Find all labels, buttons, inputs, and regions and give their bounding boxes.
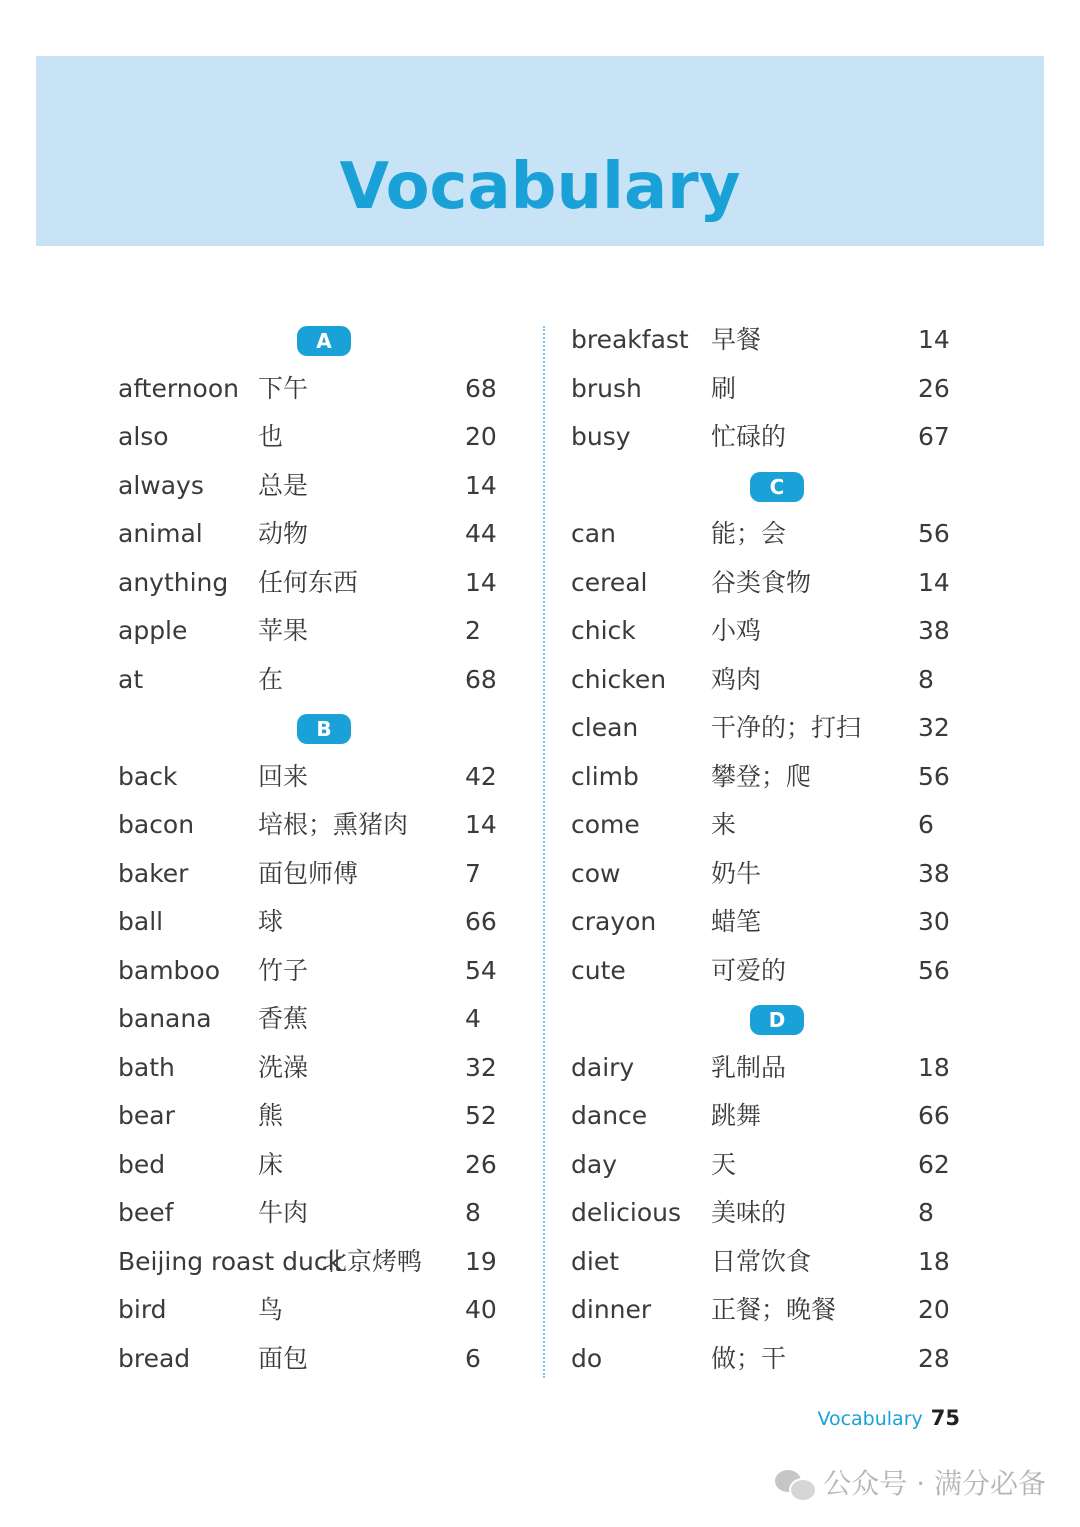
page-footer xyxy=(817,1402,960,1435)
page-reference: 38 xyxy=(918,858,950,888)
vocab-entry xyxy=(118,607,538,656)
english-word: bed xyxy=(118,1149,166,1179)
page-reference: 6 xyxy=(918,810,934,839)
chinese-meaning: 干净的；打扫 xyxy=(711,713,862,742)
chinese-meaning: 下午 xyxy=(258,373,309,403)
chinese-meaning: 球 xyxy=(258,907,284,936)
chinese-meaning: 香蕉 xyxy=(258,1004,309,1033)
vocab-column-left xyxy=(118,316,538,1383)
chinese-meaning: 竹子 xyxy=(258,955,309,985)
chinese-meaning: 小鸡 xyxy=(711,616,762,645)
vocab-entry xyxy=(118,947,538,996)
english-word: back xyxy=(118,761,178,791)
chinese-meaning: 攀登；爬 xyxy=(711,761,812,791)
page-reference: 42 xyxy=(465,761,497,791)
column-divider xyxy=(543,326,545,1378)
page-reference: 40 xyxy=(465,1295,497,1324)
english-word: cereal xyxy=(571,567,648,597)
page-reference: 14 xyxy=(918,567,950,597)
vocab-entry xyxy=(571,1286,991,1335)
wechat-icon xyxy=(775,1470,815,1500)
english-word: also xyxy=(118,422,169,451)
vocab-entry xyxy=(118,1335,538,1384)
english-word: ball xyxy=(118,907,164,936)
english-word: bath xyxy=(118,1052,175,1082)
letter-badge: B xyxy=(297,714,351,744)
english-word: baker xyxy=(118,858,189,888)
vocab-entry xyxy=(571,1092,991,1141)
vocab-entry xyxy=(571,753,991,802)
english-word: apple xyxy=(118,616,188,645)
english-word: come xyxy=(571,810,640,839)
chinese-meaning: 动物 xyxy=(258,519,309,548)
english-word: afternoon xyxy=(118,373,239,403)
chinese-meaning: 总是 xyxy=(258,470,309,500)
english-word: chicken xyxy=(571,664,667,694)
page-reference: 38 xyxy=(918,616,950,645)
page-reference: 52 xyxy=(465,1101,497,1130)
page-reference: 54 xyxy=(465,955,497,985)
chinese-meaning: 鸟 xyxy=(258,1295,284,1324)
chinese-meaning: 忙碌的 xyxy=(711,422,787,451)
vocab-entry xyxy=(571,801,991,850)
chinese-meaning: 乳制品 xyxy=(711,1052,787,1082)
letter-heading-row xyxy=(571,462,991,511)
page-reference: 68 xyxy=(465,664,497,694)
page-reference: 14 xyxy=(465,810,497,839)
vocab-entry xyxy=(118,1092,538,1141)
chinese-meaning: 来 xyxy=(711,810,737,839)
letter-badge: A xyxy=(297,326,351,356)
english-word: do xyxy=(571,1343,603,1373)
vocab-entry xyxy=(118,1141,538,1190)
english-word: busy xyxy=(571,422,631,451)
chinese-meaning: 也 xyxy=(258,422,284,451)
vocab-entry xyxy=(571,656,991,705)
chinese-meaning: 洗澡 xyxy=(258,1052,309,1082)
english-word: delicious xyxy=(571,1198,681,1227)
vocab-entry xyxy=(571,1238,991,1287)
page-reference: 30 xyxy=(918,907,950,936)
chinese-meaning: 刷 xyxy=(711,373,737,403)
english-word: animal xyxy=(118,519,203,548)
english-word: dinner xyxy=(571,1295,652,1324)
chinese-meaning: 北京烤鸭 xyxy=(322,1246,423,1276)
english-word: bread xyxy=(118,1343,191,1373)
english-word: day xyxy=(571,1149,617,1179)
vocab-entry xyxy=(571,850,991,899)
vocab-entry xyxy=(118,1044,538,1093)
page-reference: 26 xyxy=(918,373,950,403)
english-word: climb xyxy=(571,761,639,791)
english-word: at xyxy=(118,664,144,694)
vocab-entry xyxy=(571,413,991,462)
page-reference: 26 xyxy=(465,1149,497,1179)
chinese-meaning: 培根；熏猪肉 xyxy=(258,810,409,839)
page-title: Vocabulary xyxy=(339,150,741,224)
chinese-meaning: 天 xyxy=(711,1149,737,1179)
vocab-entry xyxy=(118,656,538,705)
vocab-entry xyxy=(571,947,991,996)
english-word: bacon xyxy=(118,810,195,839)
english-word: chick xyxy=(571,616,636,645)
english-word: diet xyxy=(571,1246,619,1276)
english-word: cow xyxy=(571,858,621,888)
page-reference: 56 xyxy=(918,761,950,791)
vocab-column-right xyxy=(571,316,991,1383)
chinese-meaning: 早餐 xyxy=(711,325,762,354)
english-word: crayon xyxy=(571,907,657,936)
page-reference: 56 xyxy=(918,519,950,548)
chinese-meaning: 面包师傅 xyxy=(258,858,359,888)
vocab-entry xyxy=(118,801,538,850)
english-word: bird xyxy=(118,1295,167,1324)
english-word: can xyxy=(571,519,616,548)
chinese-meaning: 做；干 xyxy=(711,1343,787,1373)
page-reference: 32 xyxy=(465,1052,497,1082)
english-word: breakfast xyxy=(571,325,689,354)
vocab-entry xyxy=(118,1286,538,1335)
english-word: cute xyxy=(571,955,626,985)
vocab-entry xyxy=(571,510,991,559)
english-word: bamboo xyxy=(118,955,221,985)
page-reference: 19 xyxy=(465,1246,497,1276)
vocab-entry xyxy=(571,1189,991,1238)
page-reference: 28 xyxy=(918,1343,950,1373)
vocab-entry xyxy=(118,1189,538,1238)
letter-badge: C xyxy=(750,472,804,502)
english-word: anything xyxy=(118,567,229,597)
page-reference: 67 xyxy=(918,422,950,451)
page-reference: 8 xyxy=(918,1198,934,1227)
vocab-entry xyxy=(571,1141,991,1190)
chinese-meaning: 美味的 xyxy=(711,1198,787,1227)
vocab-entry xyxy=(571,559,991,608)
page-reference: 14 xyxy=(465,470,497,500)
letter-heading-row xyxy=(118,316,538,365)
chinese-meaning: 谷类食物 xyxy=(711,567,812,597)
english-word: beef xyxy=(118,1198,174,1227)
vocab-entry xyxy=(571,316,991,365)
vocab-entry xyxy=(118,995,538,1044)
letter-badge: D xyxy=(750,1005,804,1035)
chinese-meaning: 牛肉 xyxy=(258,1198,309,1227)
vocab-entry xyxy=(571,1335,991,1384)
english-word: brush xyxy=(571,373,642,403)
page-reference: 18 xyxy=(918,1052,950,1082)
vocab-entry xyxy=(571,1044,991,1093)
vocab-entry xyxy=(571,898,991,947)
page-reference: 8 xyxy=(918,664,934,694)
page-reference: 66 xyxy=(918,1101,950,1130)
chinese-meaning: 奶牛 xyxy=(711,858,762,888)
page-reference: 20 xyxy=(918,1295,950,1324)
english-word: banana xyxy=(118,1004,212,1033)
english-word: bear xyxy=(118,1101,175,1130)
vocab-entry xyxy=(118,413,538,462)
vocab-entry xyxy=(118,898,538,947)
page-reference: 2 xyxy=(465,616,481,645)
page-reference: 32 xyxy=(918,713,950,742)
vocab-entry xyxy=(118,365,538,414)
page-reference: 62 xyxy=(918,1149,950,1179)
vocab-entry xyxy=(571,365,991,414)
vocab-entry xyxy=(118,850,538,899)
chinese-meaning: 熊 xyxy=(258,1101,284,1130)
page-reference: 20 xyxy=(465,422,497,451)
footer-label: Vocabulary xyxy=(817,1408,923,1430)
english-word: dairy xyxy=(571,1052,635,1082)
watermark-text: 公众号 · 满分必备 xyxy=(823,1467,1046,1500)
english-word: always xyxy=(118,470,204,500)
page-reference: 4 xyxy=(465,1004,481,1033)
page-reference: 18 xyxy=(918,1246,950,1276)
letter-heading-row xyxy=(571,995,991,1044)
page-reference: 8 xyxy=(465,1198,481,1227)
english-word: clean xyxy=(571,713,639,742)
page-number: 75 xyxy=(930,1406,960,1430)
chinese-meaning: 苹果 xyxy=(258,616,309,645)
page-reference: 14 xyxy=(465,567,497,597)
page-reference: 44 xyxy=(465,519,497,548)
vocab-entry xyxy=(571,607,991,656)
letter-heading-row xyxy=(118,704,538,753)
chinese-meaning: 回来 xyxy=(258,761,309,791)
page-reference: 6 xyxy=(465,1343,481,1373)
chinese-meaning: 可爱的 xyxy=(711,955,787,985)
chinese-meaning: 床 xyxy=(258,1149,284,1179)
chinese-meaning: 鸡肉 xyxy=(711,664,762,694)
chinese-meaning: 在 xyxy=(258,664,284,694)
chinese-meaning: 日常饮食 xyxy=(711,1246,812,1276)
english-word: Beijing roast duck xyxy=(118,1246,343,1276)
page-reference: 68 xyxy=(465,373,497,403)
english-word: dance xyxy=(571,1101,648,1130)
vocab-entry xyxy=(118,753,538,802)
chinese-meaning: 任何东西 xyxy=(258,567,359,597)
vocab-entry xyxy=(118,462,538,511)
chinese-meaning: 跳舞 xyxy=(711,1101,762,1130)
chinese-meaning: 能；会 xyxy=(711,519,787,548)
page-reference: 14 xyxy=(918,325,950,354)
vocab-entry xyxy=(118,559,538,608)
page-reference: 66 xyxy=(465,907,497,936)
watermark xyxy=(775,1462,1046,1506)
chinese-meaning: 蜡笔 xyxy=(711,907,762,936)
chinese-meaning: 面包 xyxy=(258,1343,309,1373)
chinese-meaning: 正餐；晚餐 xyxy=(711,1295,837,1324)
page-reference: 56 xyxy=(918,955,950,985)
page-reference: 7 xyxy=(465,858,481,888)
vocab-entry xyxy=(118,510,538,559)
vocab-entry xyxy=(571,704,991,753)
vocab-entry xyxy=(118,1238,538,1287)
